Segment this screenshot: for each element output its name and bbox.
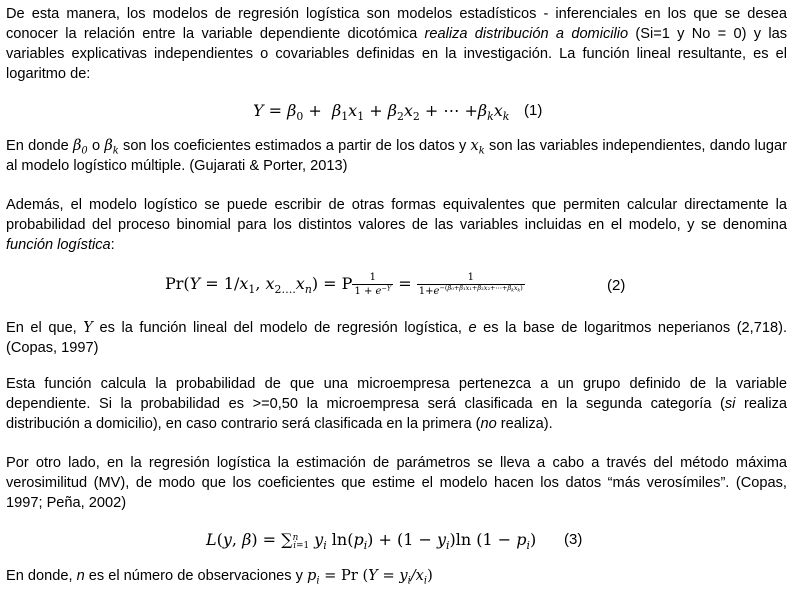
text-span: Por otro lado, en la regresión logística la estimación de parámetros se lleva a cabo a través del método máxima verosimilitud (MV), de modo que los coeficientes que estime el modelo hacen los datos “más verosímiles”. (Copas, 1997; Peña, 2002) — [6, 455, 787, 511]
emphasis-text: si — [724, 396, 736, 412]
p-i-expression: $p_i = Pr$ $(Y = y_i/x_i)$ — [307, 567, 433, 587]
paragraph-coefficients — [6, 136, 787, 176]
text-span: es la base de logaritmos neperianos (2,718). (Copas, 1997) — [6, 320, 787, 356]
beta-0-symbol: $\beta_0$ — [72, 137, 88, 157]
equation-1-number: (1) — [524, 102, 543, 119]
equation-2-number: (2) — [607, 277, 626, 294]
beta-k-symbol: $\beta_k$ — [104, 137, 119, 157]
paragraph-y-definition — [6, 318, 787, 358]
text-span: o — [87, 138, 105, 154]
equation-3: L(y, β) = ∑$^n_{i=1}$ $y_i$ $\ln(p_i) + (1 - y_i)\ln$ $(1 - p_i)$ — [206, 530, 537, 552]
equation-2: $Pr(Y = 1/x_1$, $x_{2\dots.}x_n) = P$ $\frac{1}{1 + e^{-Y}}$ = $\frac{1}{1+e^{-(\beta_0+\beta_1x_1+\beta_2x_2+\cdots+\beta_kx_k)}}$ — [165, 272, 523, 297]
equation-3-number: (3) — [564, 531, 583, 548]
text-span: es el número de observaciones y — [84, 568, 308, 584]
text-span: son las variables independientes, dando lugar al modelo logístico múltiple. (Gujarati & Porter, 2013) — [6, 138, 787, 174]
text-span: En el que, — [6, 320, 84, 336]
equation-1: $Y = \beta_0 + \beta_1x_1 + \beta_2x_2$ + ⋯ $+\beta_kx_k$ — [253, 101, 510, 123]
fraction-2: $\frac{1}{1+e^{-(\beta_0+\beta_1x_1+\beta_2x_2+\cdots+\beta_kx_k)}}$ — [418, 272, 523, 297]
emphasis-text: e — [468, 320, 477, 336]
text-span: En donde — [6, 138, 73, 154]
y-symbol: Y — [83, 319, 93, 336]
fraction-1: $\frac{1}{1 + e^{-Y}}$ — [354, 272, 392, 297]
emphasis-text: no — [480, 416, 497, 432]
text-span: realiza distribución a domicilio), en caso contrario será clasificada en la primera ( — [6, 396, 787, 432]
emphasis-text: n — [76, 568, 85, 584]
text-span: : — [110, 237, 115, 253]
x-k-symbol: $x_k$ — [470, 137, 485, 157]
paragraph-observations — [6, 566, 787, 586]
text-span: realiza). — [496, 416, 553, 432]
text-span: En donde, — [6, 568, 77, 584]
paragraph-probability — [6, 374, 787, 434]
text-span: (Si=1 y No = 0) y las variables explicativas independientes o covariables definidas en la investigación. La función lineal resultante, es el logaritmo de: — [6, 26, 787, 82]
paragraph-estimation — [6, 453, 787, 513]
emphasis-text: función logística — [6, 237, 111, 253]
paragraph-intro — [6, 4, 787, 84]
text-span: Además, el modelo logístico se puede escribir de otras formas equivalentes que permiten calcular directamente la probabilidad del proceso binomial para los distintos valores de las variables incluidas en el modelo, y se denomina — [6, 197, 787, 233]
text-span: son los coeficientes estimados a partir de los datos y — [118, 138, 471, 154]
emphasis-text: realiza distribución a domicilio — [424, 26, 629, 42]
paragraph-logistic-function — [6, 195, 787, 255]
text-span: De esta manera, los modelos de regresión logística son modelos estadísticos - inferenciales en los que se desea conocer la relación entre la variable dependiente dicotómica — [6, 6, 787, 42]
text-span: es la función lineal del modelo de regresión logística, — [92, 320, 469, 336]
text-span: Esta función calcula la probabilidad de que una microempresa pertenezca a un grupo definido de la variable dependiente. Si la probabilidad es >=0,50 la microempresa será clasificada en la segunda categoría ( — [6, 376, 787, 412]
